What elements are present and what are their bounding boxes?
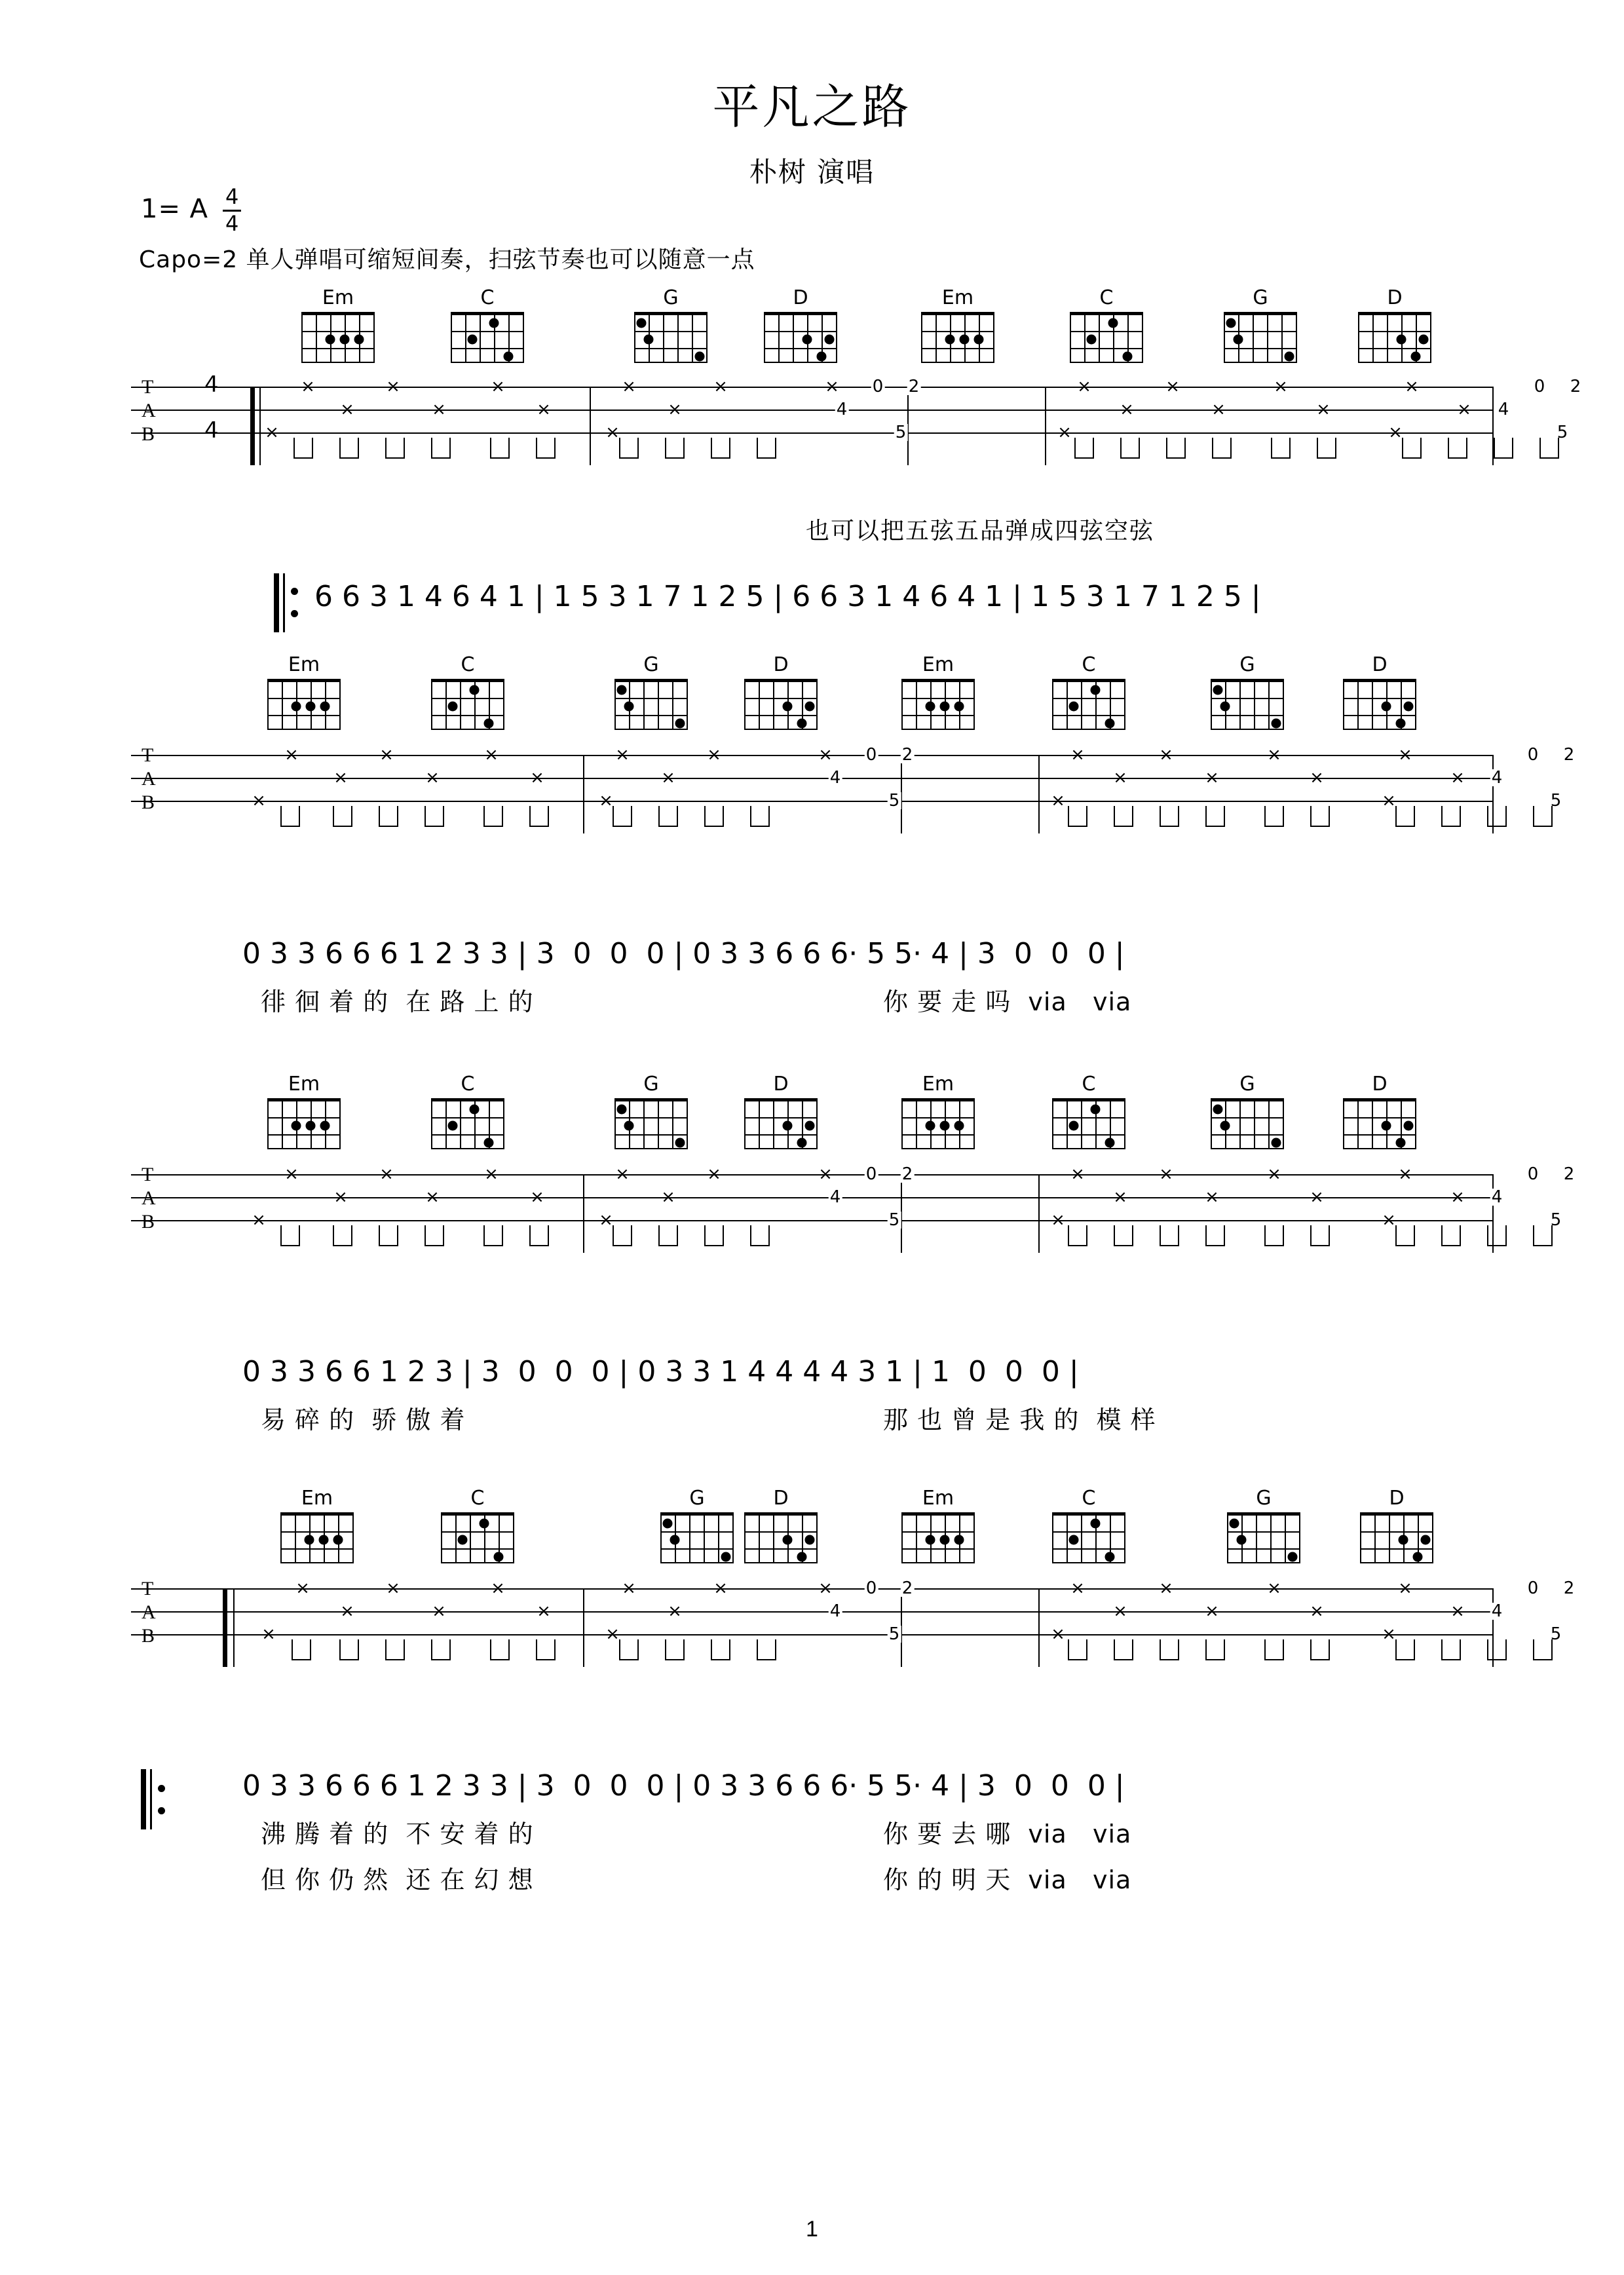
- tab-staff-3: T A B × × × × × × × × × × × × × × × × × × × × × × 4 0 2 5 4 0 2 5: [131, 1174, 1494, 1253]
- tab-label-a: A: [142, 1187, 156, 1209]
- staff-time-signature-denominator: 4: [204, 417, 219, 444]
- chord-diagram-em: [896, 1075, 980, 1149]
- chord-name: C: [480, 286, 495, 309]
- tab-fret-number: 4: [1491, 768, 1503, 788]
- chord-diagram-em: [896, 1489, 980, 1563]
- chord-name: C: [1082, 1487, 1096, 1510]
- chord-grid: [1211, 679, 1284, 730]
- melody-line-interlude: 6 6 3 1 4 6 4 1 | 1 5 3 1 7 1 2 5 | 6 6 3 1 4 6 4 1 | 1 5 3 1 7 1 2 5 |: [314, 580, 1261, 613]
- page-number: 1: [806, 2217, 818, 2242]
- chord-grid: [267, 1098, 341, 1149]
- chord-name: G: [689, 1487, 705, 1510]
- tab-label-b: B: [142, 1211, 155, 1233]
- tab-label-a: A: [142, 1601, 156, 1623]
- tab-fret-number: 2: [1563, 745, 1575, 765]
- tab-fret-number: 2: [901, 745, 913, 765]
- chord-diagram-d: [739, 1075, 823, 1149]
- tab-fret-number: 4: [829, 768, 841, 788]
- tab-label-t: T: [142, 1578, 154, 1599]
- tab-fret-number: 0: [1527, 1164, 1539, 1184]
- chord-name: Em: [322, 286, 354, 309]
- chord-diagram-g: [609, 1075, 693, 1149]
- chord-diagram-g: [1222, 1489, 1306, 1563]
- chord-grid: [921, 312, 994, 363]
- chord-grid: [1227, 1512, 1300, 1563]
- chord-diagram-d: [1355, 1489, 1439, 1563]
- tab-fret-number: 2: [901, 1164, 913, 1184]
- tab-fret-number: 5: [1550, 1210, 1562, 1230]
- chord-diagram-row-2: [0, 655, 1624, 740]
- chord-name: C: [461, 1073, 475, 1096]
- chord-diagram-em: [262, 655, 346, 730]
- chord-name: G: [1256, 1487, 1272, 1510]
- chord-grid: [1211, 1098, 1284, 1149]
- chord-grid: [280, 1512, 354, 1563]
- tab-fret-number: 2: [1563, 1164, 1575, 1184]
- chord-diagram-em: [916, 288, 1000, 363]
- tab-staff-1: T A B 4 4 × × × × × × × × × × × × × × × × × × × × × × 4 0 2 5 4 0 2 5: [131, 387, 1494, 465]
- tab-label-b: B: [142, 792, 155, 813]
- tab-fret-number: 0: [865, 1578, 877, 1598]
- tab-staff-4: T A B × × × × × × × × × × × × × × × × × × × × × × 4 0 2 5 4 0 2 5: [131, 1588, 1494, 1667]
- chord-diagram-g: [1205, 1075, 1289, 1149]
- chord-grid: [901, 1512, 975, 1563]
- chord-grid: [1358, 312, 1431, 363]
- chord-grid: [660, 1512, 734, 1563]
- chord-name: G: [643, 1073, 659, 1096]
- chord-grid: [431, 679, 504, 730]
- chord-diagram-row-1: [0, 288, 1624, 373]
- lyric-line-verse3-d: 你 的 明 天 via via: [883, 1865, 1132, 1894]
- tab-fret-number: 5: [888, 791, 900, 811]
- chord-name: D: [1387, 286, 1403, 309]
- lyric-line-verse3-b: 你 要 去 哪 via via: [883, 1820, 1132, 1848]
- chord-grid: [614, 679, 688, 730]
- tab-label-b: B: [142, 1625, 155, 1647]
- tab-fret-number: 4: [829, 1601, 841, 1621]
- chord-diagram-c: [1047, 655, 1131, 730]
- chord-name: D: [773, 1073, 789, 1096]
- melody-line-verse1: 0 3 3 6 6 6 1 2 3 3 | 3 0 0 0 | 0 3 3 6 6 6· 5 5· 4 | 3 0 0 0 |: [242, 937, 1125, 970]
- chord-grid: [1052, 679, 1125, 730]
- chord-name: G: [643, 653, 659, 676]
- lyric-line-verse3-a: 沸 腾 着 的 不 安 着 的: [261, 1820, 534, 1848]
- chord-diagram-d: [1353, 288, 1437, 363]
- chord-grid: [1343, 679, 1416, 730]
- chord-name: Em: [941, 286, 974, 309]
- tab-label-t: T: [142, 376, 154, 398]
- artist-subtitle: 朴树 演唱: [749, 156, 875, 188]
- chord-diagram-d: [1338, 1075, 1422, 1149]
- tab-label-b: B: [142, 423, 155, 445]
- repeat-sign-start: [141, 1769, 171, 1829]
- tab-fret-number: 2: [1563, 1578, 1575, 1598]
- lyric-line-verse3-c: 但 你 仍 然 还 在 幻 想: [261, 1865, 534, 1894]
- chord-diagram-em: [896, 655, 980, 730]
- chord-grid: [1070, 312, 1143, 363]
- lyric-line-verse2-a: 易 碎 的 骄 傲 着: [261, 1405, 466, 1434]
- chord-grid: [744, 1512, 818, 1563]
- tab-fret-number: 4: [1491, 1601, 1503, 1621]
- tab-fret-number: 2: [908, 377, 920, 396]
- chord-name: D: [773, 653, 789, 676]
- tab-fret-number: 0: [1527, 745, 1539, 765]
- chord-name: Em: [922, 653, 954, 676]
- chord-diagram-g: [609, 655, 693, 730]
- tab-fret-number: 5: [1550, 1624, 1562, 1644]
- chord-name: Em: [922, 1487, 954, 1510]
- chord-grid: [901, 1098, 975, 1149]
- chord-diagram-c: [1065, 288, 1148, 363]
- chord-diagram-c: [436, 1489, 519, 1563]
- chord-grid: [1052, 1512, 1125, 1563]
- chord-name: C: [1082, 653, 1096, 676]
- tab-fret-number: 0: [872, 377, 884, 396]
- chord-diagram-row-3: [0, 1075, 1624, 1160]
- chord-diagram-d: [1338, 655, 1422, 730]
- chord-name: D: [793, 286, 808, 309]
- chord-diagram-g: [655, 1489, 739, 1563]
- tab-label-a: A: [142, 400, 156, 421]
- tab-label-t: T: [142, 1164, 154, 1185]
- chord-grid: [901, 679, 975, 730]
- chord-name: G: [1239, 653, 1255, 676]
- repeat-sign-open: [274, 573, 304, 632]
- capo-note: Capo=2 单人弹唱可缩短间奏，扫弦节奏也可以随意一点: [139, 246, 755, 273]
- tab-fret-number: 2: [901, 1578, 913, 1598]
- page-title: 平凡之路: [712, 79, 912, 134]
- chord-grid: [441, 1512, 514, 1563]
- tab-fret-number: 0: [865, 1164, 877, 1184]
- chord-grid: [451, 312, 524, 363]
- lyric-line-verse1-a: 徘 徊 着 的 在 路 上 的: [261, 987, 534, 1016]
- tab-staff-2: T A B × × × × × × × × × × × × × × × × × × × × × × 4 0 2 5 4 0 2 5: [131, 755, 1494, 833]
- tab-fret-number: 5: [888, 1624, 900, 1644]
- chord-grid: [764, 312, 837, 363]
- chord-grid: [267, 679, 341, 730]
- chord-grid: [301, 312, 375, 363]
- chord-grid: [1343, 1098, 1416, 1149]
- time-signature: [223, 186, 241, 235]
- time-signature-denominator: 4: [225, 210, 239, 236]
- chord-name: Em: [922, 1073, 954, 1096]
- chord-grid: [1360, 1512, 1433, 1563]
- chord-name: D: [1372, 653, 1388, 676]
- chord-diagram-g: [629, 288, 713, 363]
- chord-diagram-em: [296, 288, 380, 363]
- chord-grid: [1224, 312, 1297, 363]
- chord-name: C: [1082, 1073, 1096, 1096]
- melody-line-verse3: 0 3 3 6 6 6 1 2 3 3 | 3 0 0 0 | 0 3 3 6 6 6· 5 5· 4 | 3 0 0 0 |: [242, 1769, 1125, 1803]
- interlude-note: 也可以把五弦五品弹成四弦空弦: [806, 518, 1155, 545]
- key-label: 1= A: [141, 194, 209, 225]
- chord-name: D: [1389, 1487, 1405, 1510]
- chord-name: Em: [301, 1487, 333, 1510]
- chord-diagram-d: [759, 288, 842, 363]
- chord-name: C: [461, 653, 475, 676]
- tab-fret-number: 0: [1527, 1578, 1539, 1598]
- chord-grid: [431, 1098, 504, 1149]
- tab-label-t: T: [142, 744, 154, 766]
- tab-fret-number: 5: [1557, 423, 1568, 442]
- lyric-line-verse1-b: 你 要 走 吗 via via: [883, 987, 1132, 1016]
- tab-fret-number: 0: [865, 745, 877, 765]
- chord-diagram-em: [275, 1489, 359, 1563]
- time-signature-numerator: 4: [223, 186, 241, 212]
- tab-fret-number: 5: [895, 423, 907, 442]
- chord-grid: [744, 1098, 818, 1149]
- chord-diagram-g: [1218, 288, 1302, 363]
- chord-name: Em: [288, 653, 320, 676]
- tab-fret-number: 2: [1570, 377, 1581, 396]
- tab-fret-number: 4: [1498, 400, 1509, 419]
- chord-diagram-c: [426, 655, 510, 730]
- chord-diagram-d: [739, 655, 823, 730]
- tab-fret-number: 0: [1534, 377, 1545, 396]
- chord-diagram-em: [262, 1075, 346, 1149]
- chord-diagram-c: [1047, 1489, 1131, 1563]
- chord-grid: [614, 1098, 688, 1149]
- lyric-line-verse2-b: 那 也 曾 是 我 的 模 样: [883, 1405, 1156, 1434]
- chord-diagram-c: [445, 288, 529, 363]
- chord-diagram-g: [1205, 655, 1289, 730]
- chord-name: C: [470, 1487, 485, 1510]
- chord-name: C: [1099, 286, 1114, 309]
- chord-name: Em: [288, 1073, 320, 1096]
- tab-fret-number: 5: [1550, 791, 1562, 811]
- melody-line-verse2: 0 3 3 6 6 1 2 3 | 3 0 0 0 | 0 3 3 1 4 4 4 4 3 1 | 1 0 0 0 |: [242, 1355, 1079, 1388]
- chord-name: D: [1372, 1073, 1388, 1096]
- tab-fret-number: 4: [836, 400, 848, 419]
- tab-fret-number: 4: [829, 1187, 841, 1207]
- chord-grid: [744, 679, 818, 730]
- chord-diagram-d: [739, 1489, 823, 1563]
- chord-name: G: [1239, 1073, 1255, 1096]
- tab-fret-number: 5: [888, 1210, 900, 1230]
- chord-diagram-row-4: [0, 1489, 1624, 1574]
- chord-name: D: [773, 1487, 789, 1510]
- key-and-time-signature: [141, 184, 241, 236]
- chord-diagram-c: [1047, 1075, 1131, 1149]
- chord-diagram-c: [426, 1075, 510, 1149]
- chord-name: G: [663, 286, 679, 309]
- chord-name: G: [1253, 286, 1268, 309]
- chord-grid: [1052, 1098, 1125, 1149]
- chord-grid: [634, 312, 708, 363]
- staff-time-signature-numerator: 4: [204, 372, 219, 398]
- tab-label-a: A: [142, 768, 156, 790]
- tab-fret-number: 4: [1491, 1187, 1503, 1207]
